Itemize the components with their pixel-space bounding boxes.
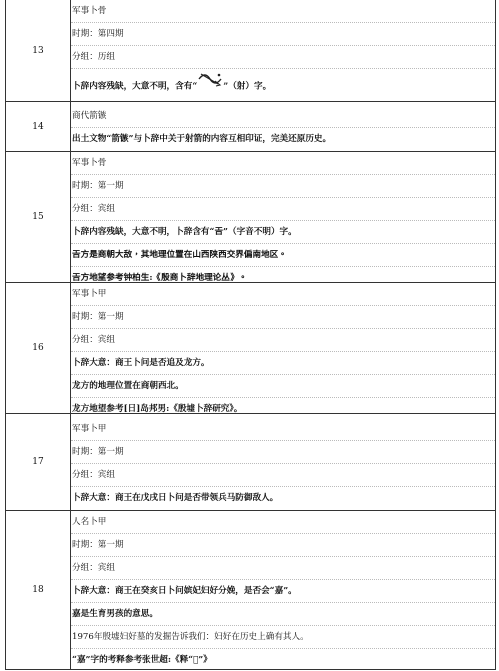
table-row-15 (6, 152, 495, 283)
period-line: 时期：第一期 (71, 306, 495, 329)
group-line: 分组：宾组 (71, 329, 495, 352)
content-line: 卜辞大意：商王在癸亥日卜问嫔妃妇好分娩，是否会“嘉”。 (71, 580, 495, 603)
period-line: 时期：第一期 (71, 534, 495, 557)
content-text-after: ”（射）字。 (223, 81, 272, 92)
row-number: 14 (6, 102, 71, 151)
row-number: 15 (6, 152, 71, 282)
group-line: 分组：宾组 (71, 198, 495, 221)
reference-line: 龙方地望参考[日]岛邦男:《殷墟卜辞研究》。 (72, 404, 243, 414)
content-line: 卜辞大意：商王卜问是否追及龙方。 (71, 352, 495, 375)
category-title: 人名卜甲 (71, 511, 495, 534)
table-row-18 (6, 511, 495, 670)
row-number: 17 (6, 414, 71, 510)
reference-line: 𢀛方地望参考钟柏生:《殷商卜辞地理论丛》。 (72, 273, 248, 283)
group-line: 分组：宾组 (71, 557, 495, 580)
row-number: 16 (6, 283, 71, 413)
meaning-line: 嘉是生育男孩的意思。 (71, 603, 495, 626)
location-line: 𢀛方是商朝大敌，其地理位置在山西陕西交界偏南地区。 (71, 244, 495, 267)
group-line: 分组：宾组 (71, 464, 495, 487)
table-row-13 (6, 0, 495, 102)
period-line: 时期：第一期 (71, 441, 495, 464)
period-line: 时期：第四期 (71, 23, 495, 46)
inscription-table (5, 0, 496, 670)
table-row-16 (6, 283, 495, 414)
group-line: 分组：历组 (71, 46, 495, 69)
content-line: 卜辞内容残缺，大意不明，卜辞含有“𢀛”（字音不明）字。 (71, 221, 495, 244)
category-title: 军事卜骨 (71, 0, 495, 23)
reference-line: “嘉”字的考释参考张世超:《释“𠏿”》 (72, 655, 212, 665)
row-number: 18 (6, 511, 71, 669)
row-number: 13 (6, 0, 71, 101)
category-title: 军事卜骨 (71, 152, 495, 175)
oracle-bone-shoot-glyph (197, 69, 223, 103)
category-title: 军事卜甲 (71, 418, 495, 441)
category-title: 军事卜甲 (71, 283, 495, 306)
location-line: 龙方的地理位置在商朝西北。 (71, 375, 495, 398)
category-title: 商代箭镞 (71, 105, 495, 128)
content-line: 出土文物“箭镞”与卜辞中关于射箭的内容互相印证，完美还原历史。 (72, 134, 332, 144)
content-line: 卜辞大意：商王在戊戌日卜问是否带领兵马防御敌人。 (72, 493, 279, 503)
table-row-14 (6, 102, 495, 152)
table-row-17 (6, 414, 495, 511)
period-line: 时期：第一期 (71, 175, 495, 198)
content-line (71, 69, 495, 103)
history-line: 1976年殷墟妇好墓的发掘告诉我们：妇好在历史上确有其人。 (71, 626, 495, 649)
content-text-before: 卜辞内容残缺，大意不明，含有“ (72, 81, 198, 92)
